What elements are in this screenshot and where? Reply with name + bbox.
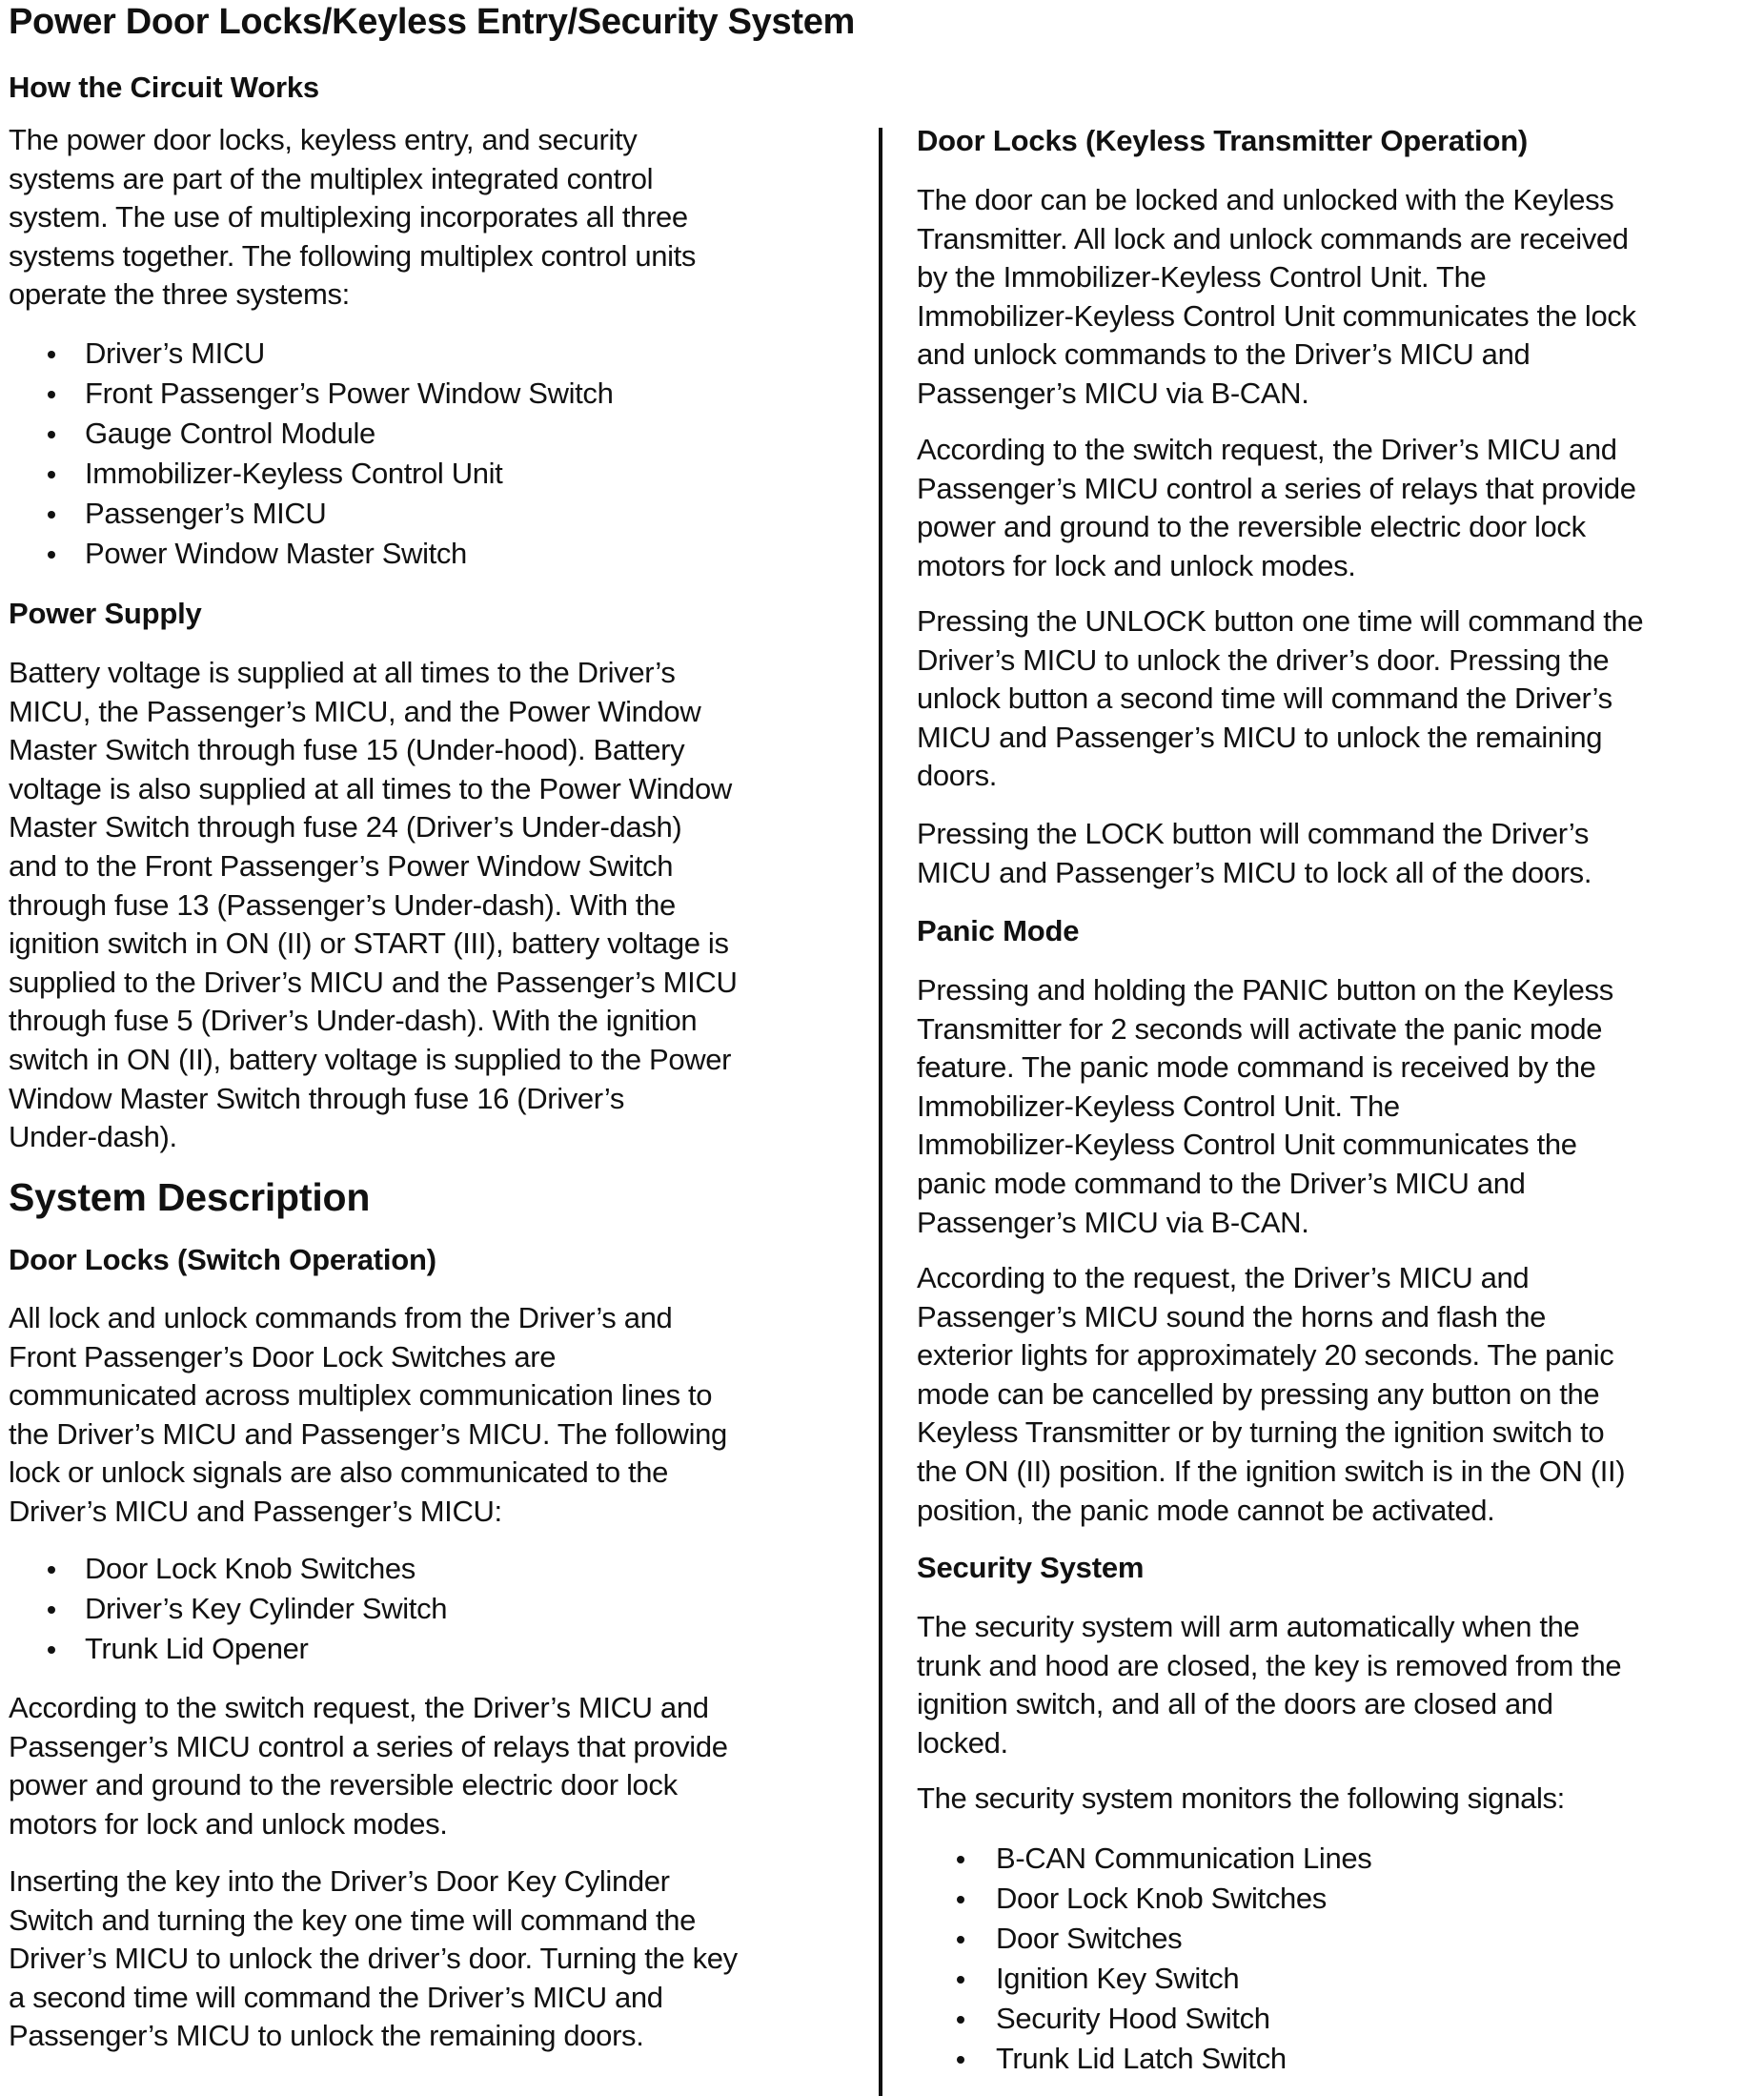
paragraph-line: Transmitter for 2 seconds will activate the panic mode bbox=[917, 1011, 1603, 1046]
paragraph-line: Passenger’s MICU sound the horns and flash the bbox=[917, 1299, 1546, 1333]
bullet-item: Door Switches bbox=[996, 1922, 1183, 1955]
paragraph-line: MICU and Passenger’s MICU to unlock the remaining bbox=[917, 720, 1603, 754]
bullet-icon bbox=[48, 351, 55, 358]
paragraph-line: supplied to the Driver’s MICU and the Passenger’s MICU bbox=[9, 965, 738, 999]
paragraph-line: Passenger’s MICU via B-CAN. bbox=[917, 376, 1309, 410]
paragraph-line: Window Master Switch through fuse 16 (Driver’s bbox=[9, 1081, 625, 1115]
paragraph-line: Master Switch through fuse 15 (Under-hood). Battery bbox=[9, 733, 685, 767]
paragraph-line: feature. The panic mode command is received by the bbox=[917, 1050, 1596, 1085]
paragraph-line: position, the panic mode cannot be activated. bbox=[917, 1493, 1495, 1527]
paragraph-line: Switch and turning the key one time will command the bbox=[9, 1903, 697, 1937]
column-divider bbox=[879, 128, 882, 2096]
paragraph-line: Immobilizer-Keyless Control Unit communicates the bbox=[917, 1128, 1577, 1162]
bullet-item: B-CAN Communication Lines bbox=[996, 1842, 1372, 1875]
paragraph-line: through fuse 13 (Passenger’s Under-dash). With the bbox=[9, 887, 676, 922]
paragraph-line: Front Passenger’s Door Lock Switches are bbox=[9, 1339, 557, 1374]
bullet-icon bbox=[957, 1936, 964, 1943]
paragraph-line: Battery voltage is supplied at all times to the Driver’s bbox=[9, 656, 676, 689]
paragraph-line: Immobilizer-Keyless Control Unit. The bbox=[917, 1089, 1400, 1123]
bullet-icon bbox=[48, 1566, 55, 1574]
paragraph-line: Passenger’s MICU via B-CAN. bbox=[917, 1205, 1309, 1239]
bullet-item: Gauge Control Module bbox=[85, 417, 375, 450]
paragraph-line: locked. bbox=[917, 1725, 1008, 1760]
bullet-icon bbox=[957, 2056, 964, 2064]
paragraph-line: All lock and unlock commands from the Driver’s and bbox=[9, 1301, 673, 1334]
bullet-icon bbox=[957, 1896, 964, 1903]
paragraph-line: systems together. The following multiplex control units bbox=[9, 238, 697, 273]
bullet-item: Driver’s MICU bbox=[85, 336, 265, 370]
bullet-item: Trunk Lid Opener bbox=[85, 1632, 309, 1665]
paragraph-line: system. The use of multiplexing incorporates all three bbox=[9, 200, 688, 234]
paragraph-line: panic mode command to the Driver’s MICU and bbox=[917, 1167, 1526, 1200]
bullet-item: Trunk Lid Latch Switch bbox=[996, 2042, 1287, 2075]
bullet-item: Driver’s Key Cylinder Switch bbox=[85, 1592, 448, 1625]
paragraph-line: the ON (II) position. If the ignition switch is in the ON (II) bbox=[917, 1455, 1626, 1488]
paragraph-line: communicated across multiplex communication lines to bbox=[9, 1378, 713, 1413]
page-title: Power Door Locks/Keyless Entry/Security System bbox=[9, 2, 856, 42]
paragraph-line: The power door locks, keyless entry, and security bbox=[9, 123, 638, 156]
paragraph-line: According to the switch request, the Driver’s MICU and bbox=[917, 433, 1617, 466]
bullet-icon bbox=[48, 551, 55, 559]
paragraph-line: MICU and Passenger’s MICU to lock all of the doors. bbox=[917, 855, 1592, 889]
paragraph-line: According to the request, the Driver’s MICU and bbox=[917, 1261, 1530, 1294]
paragraph-line: Passenger’s MICU to unlock the remaining doors. bbox=[9, 2019, 644, 2053]
bullet-item: Ignition Key Switch bbox=[996, 1962, 1240, 1995]
paragraph-line: The door can be locked and unlocked with the Keyless bbox=[917, 183, 1614, 216]
section-heading: Panic Mode bbox=[917, 914, 1080, 947]
section-heading: Door Locks (Keyless Transmitter Operation) bbox=[917, 124, 1529, 157]
paragraph-line: MICU, the Passenger’s MICU, and the Power Window bbox=[9, 694, 701, 728]
bullet-item: Passenger’s MICU bbox=[85, 497, 327, 530]
paragraph-line: Passenger’s MICU control a series of relays that provide bbox=[917, 471, 1636, 505]
bullet-icon bbox=[48, 1606, 55, 1614]
paragraph-line: Under-dash). bbox=[9, 1120, 177, 1154]
bullet-icon bbox=[48, 471, 55, 478]
paragraph-line: Pressing and holding the PANIC button on the Keyless bbox=[917, 973, 1613, 1007]
paragraph-line: switch in ON (II), battery voltage is supplied to the Power bbox=[9, 1043, 732, 1076]
paragraph-line: motors for lock and unlock modes. bbox=[9, 1806, 448, 1841]
bullet-item: Door Lock Knob Switches bbox=[85, 1552, 416, 1585]
bullet-item: Immobilizer-Keyless Control Unit bbox=[85, 457, 503, 490]
paragraph-line: lock or unlock signals are also communicated to the bbox=[9, 1455, 669, 1490]
paragraph-line: Passenger’s MICU control a series of relays that provide bbox=[9, 1729, 728, 1763]
paragraph-line: Driver’s MICU to unlock the driver’s door. Turning the key bbox=[9, 1942, 738, 1976]
paragraph-line: The security system will arm automatically when the bbox=[917, 1610, 1580, 1643]
paragraph-line: unlock button a second time will command the Driver’s bbox=[917, 682, 1612, 716]
paragraph-line: trunk and hood are closed, the key is removed from the bbox=[917, 1648, 1622, 1682]
paragraph-line: exterior lights for approximately 20 seconds. The panic bbox=[917, 1338, 1614, 1373]
bullet-icon bbox=[48, 1646, 55, 1654]
paragraph-line: doors. bbox=[917, 759, 998, 793]
section-heading: System Description bbox=[9, 1175, 371, 1219]
paragraph-line: the Driver’s MICU and Passenger’s MICU. The following bbox=[9, 1416, 727, 1451]
paragraph-line: power and ground to the reversible electric door lock bbox=[917, 510, 1586, 544]
paragraph-line: Keyless Transmitter or by turning the ignition switch to bbox=[917, 1415, 1605, 1450]
section-heading: Power Supply bbox=[9, 597, 202, 630]
paragraph-line: operate the three systems: bbox=[9, 277, 350, 312]
paragraph-line: Transmitter. All lock and unlock commands are received bbox=[917, 221, 1629, 255]
paragraph-line: and to the Front Passenger’s Power Window Switch bbox=[9, 849, 674, 883]
bullet-icon bbox=[957, 1976, 964, 1984]
bullet-icon bbox=[957, 1856, 964, 1863]
paragraph-line: Driver’s MICU and Passenger’s MICU: bbox=[9, 1495, 502, 1528]
paragraph-line: Driver’s MICU to unlock the driver’s door. Pressing the bbox=[917, 642, 1610, 677]
bullet-item: Security Hood Switch bbox=[996, 2002, 1270, 2035]
section-heading: Security System bbox=[917, 1551, 1145, 1584]
section-heading: Door Locks (Switch Operation) bbox=[9, 1243, 436, 1276]
bullet-icon bbox=[48, 511, 55, 519]
bullet-icon bbox=[48, 431, 55, 438]
paragraph-line: mode can be cancelled by pressing any button on the bbox=[917, 1376, 1600, 1411]
section-heading: How the Circuit Works bbox=[9, 71, 319, 104]
bullet-item: Front Passenger’s Power Window Switch bbox=[85, 376, 614, 410]
paragraph-line: Pressing the LOCK button will command the Driver’s bbox=[917, 817, 1589, 850]
paragraph-line: systems are part of the multiplex integrated control bbox=[9, 161, 654, 195]
paragraph-line: voltage is also supplied at all times to the Power Window bbox=[9, 771, 732, 805]
paragraph-line: According to the switch request, the Driver’s MICU and bbox=[9, 1691, 709, 1724]
paragraph-line: The security system monitors the following signals: bbox=[917, 1781, 1565, 1815]
bullet-icon bbox=[48, 391, 55, 398]
paragraph-line: by the Immobilizer-Keyless Control Unit. The bbox=[917, 260, 1487, 295]
paragraph-line: Immobilizer-Keyless Control Unit communicates the lock bbox=[917, 298, 1636, 333]
paragraph-line: and unlock commands to the Driver’s MICU and bbox=[917, 337, 1531, 372]
paragraph-line: Inserting the key into the Driver’s Door Key Cylinder bbox=[9, 1864, 670, 1898]
paragraph-line: power and ground to the reversible electric door lock bbox=[9, 1768, 678, 1802]
paragraph-line: through fuse 5 (Driver’s Under-dash). With the ignition bbox=[9, 1004, 698, 1038]
bullet-item: Door Lock Knob Switches bbox=[996, 1882, 1327, 1915]
bullet-icon bbox=[957, 2016, 964, 2024]
paragraph-line: motors for lock and unlock modes. bbox=[917, 548, 1356, 582]
paragraph-line: Pressing the UNLOCK button one time will command the bbox=[917, 604, 1644, 638]
bullet-item: Power Window Master Switch bbox=[85, 537, 467, 570]
paragraph-line: ignition switch, and all of the doors are closed and bbox=[917, 1687, 1553, 1721]
paragraph-line: ignition switch in ON (II) or START (III), battery voltage is bbox=[9, 926, 729, 961]
paragraph-line: a second time will command the Driver’s MICU and bbox=[9, 1980, 663, 2014]
paragraph-line: Master Switch through fuse 24 (Driver’s Under-dash) bbox=[9, 810, 682, 845]
